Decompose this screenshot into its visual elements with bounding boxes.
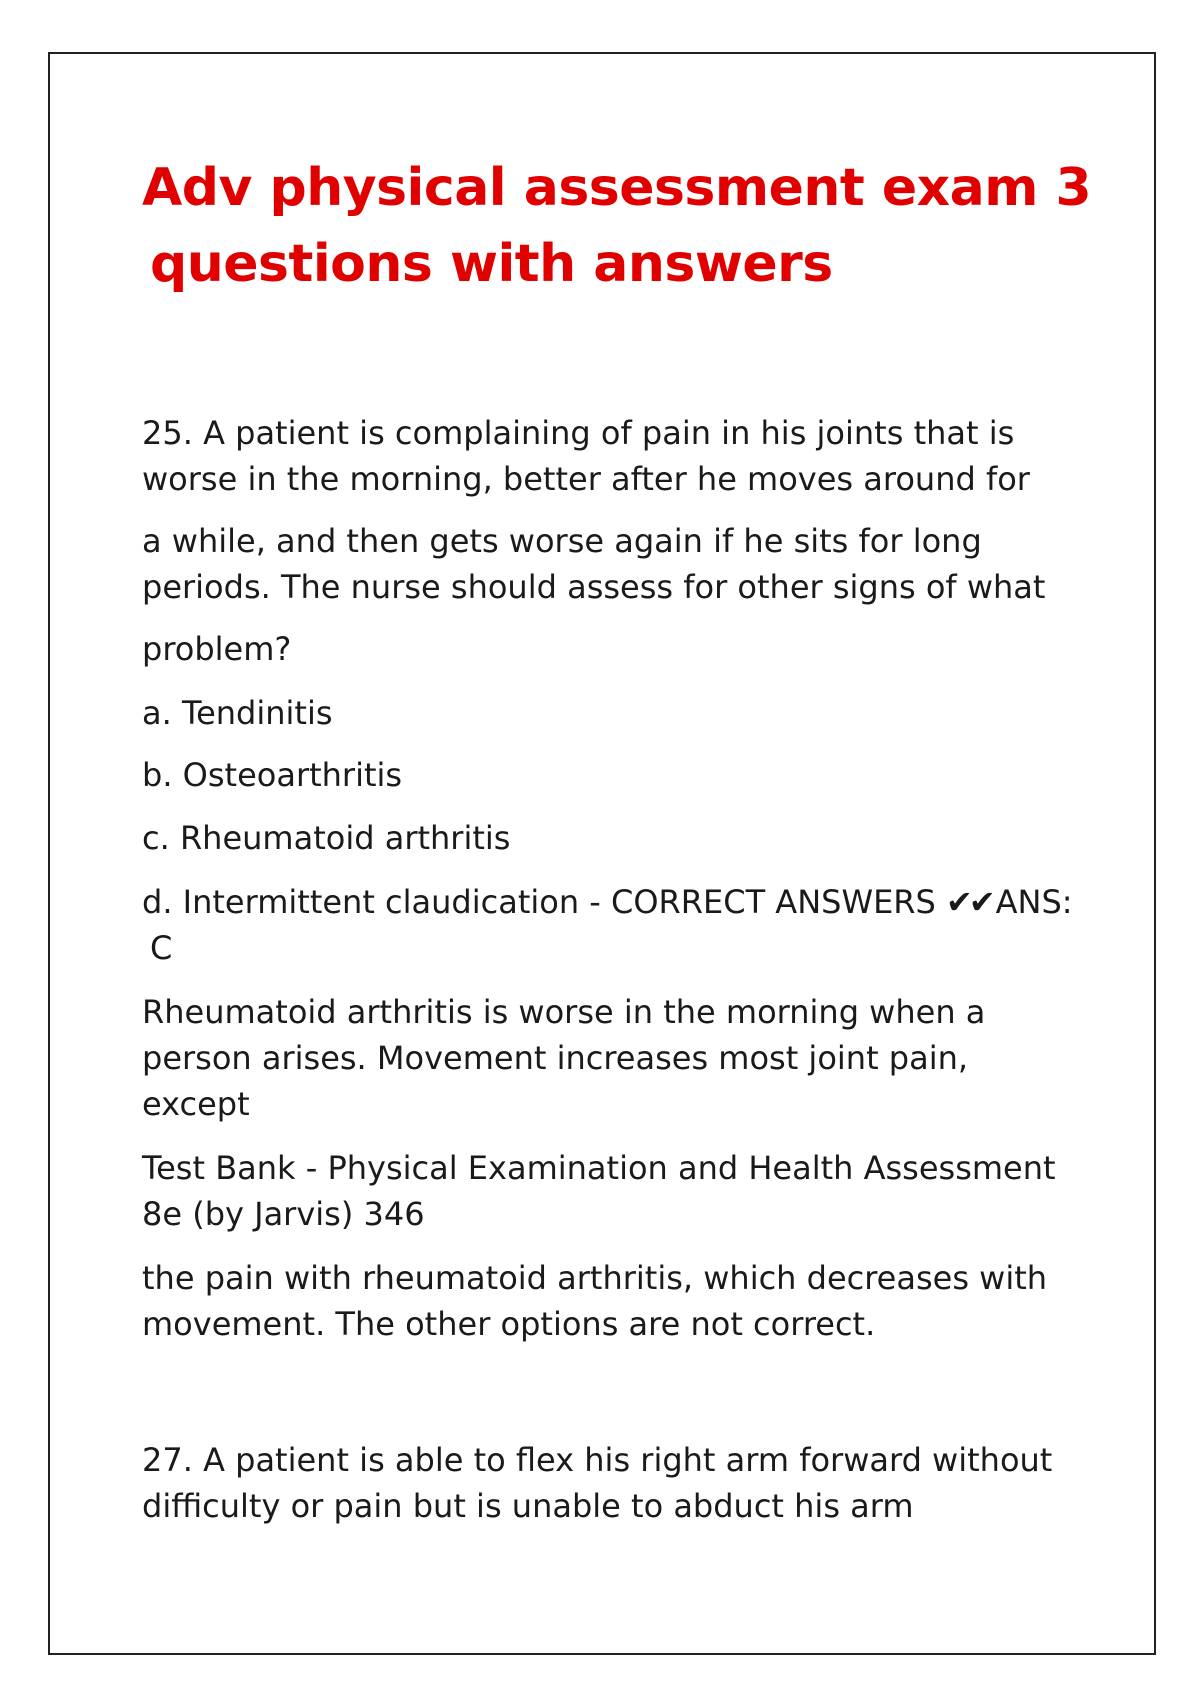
document-title — [142, 150, 1102, 302]
rationale-part-1 — [142, 989, 985, 1127]
question-27-stem — [142, 1437, 1052, 1529]
question-25-stem-b — [142, 518, 1045, 610]
option-a — [142, 690, 333, 736]
rationale-part-2 — [142, 1255, 1047, 1347]
option-b-text: b. Osteoarthritis — [142, 756, 403, 794]
question-line: a while, and then gets worse again if he sits for long — [142, 522, 982, 560]
question-line: 27. A patient is able to flex his right arm forward without — [142, 1441, 1053, 1479]
option-d — [142, 879, 1073, 971]
rationale-line: movement. The other options are not correct. — [142, 1305, 876, 1343]
check-mark-icon: ✔✔ — [946, 883, 992, 921]
option-a-text: a. Tendinitis — [142, 694, 333, 732]
answer-value: C — [150, 929, 173, 967]
option-d-line — [142, 879, 1073, 925]
option-c — [142, 815, 510, 861]
title-line-2: questions with answers — [150, 234, 833, 294]
source-line: Test Bank - Physical Examination and Health Assessment — [142, 1149, 1056, 1187]
option-c-text: c. Rheumatoid arthritis — [142, 819, 511, 857]
rationale-line: the pain with rheumatoid arthritis, which decreases with — [142, 1259, 1048, 1297]
rationale-line: person arises. Movement increases most joint pain, — [142, 1039, 969, 1077]
question-25-stem-a — [142, 410, 1030, 502]
question-line: periods. The nurse should assess for other signs of what — [142, 568, 1046, 606]
question-25-stem-c — [142, 626, 291, 672]
question-line: 25. A patient is complaining of pain in his joints that is — [142, 414, 1015, 452]
question-line: worse in the morning, better after he moves around for — [142, 460, 1030, 498]
rationale-line: except — [142, 1085, 250, 1123]
question-line: difficulty or pain but is unable to abduct his arm — [142, 1487, 914, 1525]
source-line: 8e (by Jarvis) 346 — [142, 1195, 425, 1233]
source-reference — [142, 1145, 1056, 1237]
option-b — [142, 752, 402, 798]
rationale-line: Rheumatoid arthritis is worse in the morning when a — [142, 993, 986, 1031]
question-line: problem? — [142, 630, 292, 668]
answer-label: ANS: — [995, 883, 1073, 921]
option-d-text: d. Intermittent claudication - CORRECT ANSWERS — [142, 883, 936, 921]
title-line-1: Adv physical assessment exam 3 — [142, 158, 1092, 218]
